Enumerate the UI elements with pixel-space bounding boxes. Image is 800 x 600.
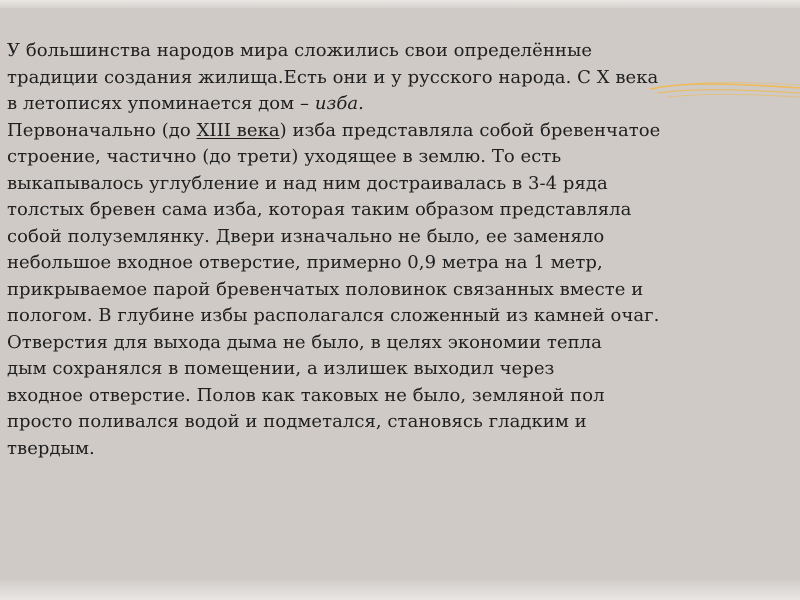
paragraph-2-line-1 (7, 118, 775, 145)
paragraph-2-line-8: пологом. В глубине избы располагался сложенный из камней очаг. (7, 305, 660, 326)
paragraph-1-line-3 (7, 91, 775, 118)
paragraph-2-line-13: твердым. (7, 437, 95, 459)
paragraph-2-line-12: просто поливался водой и подметался, становясь гладким и (7, 411, 587, 432)
paragraph-2-line-10: дым сохранялся в помещении, а излишек выходил через (7, 358, 555, 379)
paragraph-1-line-1: У большинства народов мира сложились свои определённые (7, 40, 593, 61)
paragraph-2-line-2: строение, частично (до трети) уходящее в землю. То есть (7, 146, 562, 167)
paragraph-2-line-6: небольшое входное отверстие, примерно 0,9 метра на 1 метр, (7, 252, 603, 273)
paragraph-2-line-3: выкапывалось углубление и над ним достраивалась в 3-4 ряда (7, 172, 608, 194)
paragraph-1-line-2: традиции создания жилища.Есть они и у русского народа. С X века (7, 66, 659, 88)
paragraph-2-line-1-suffix: ) изба представляла собой бревенчатое (279, 119, 661, 141)
xiii-century-link[interactable]: XIII века (196, 119, 280, 141)
top-border (0, 0, 800, 8)
paragraph-1-line-3-prefix: в летописях упоминается дом – (7, 93, 315, 114)
paragraph-2-line-9: Отверстия для выхода дыма не было, в целях экономии тепла (7, 331, 602, 353)
paragraph-2-line-4: толстых бревен сама изба, которая таким образом представляла (7, 199, 632, 220)
paragraph-2-line-1-prefix: Первоначально (до (7, 119, 197, 141)
paragraph-2-line-5: собой полуземлянку. Двери изначально не было, ее заменяло (7, 225, 605, 247)
bottom-fade (0, 578, 800, 600)
paragraph-2-line-7: прикрываемое парой бревенчатых половинок связанных вместе и (7, 278, 644, 300)
paragraph-1-line-3-italic: изба. (314, 93, 364, 114)
slide-text (7, 38, 775, 462)
paragraph-2-line-11: входное отверстие. Полов как таковых не было, земляной пол (7, 384, 605, 406)
